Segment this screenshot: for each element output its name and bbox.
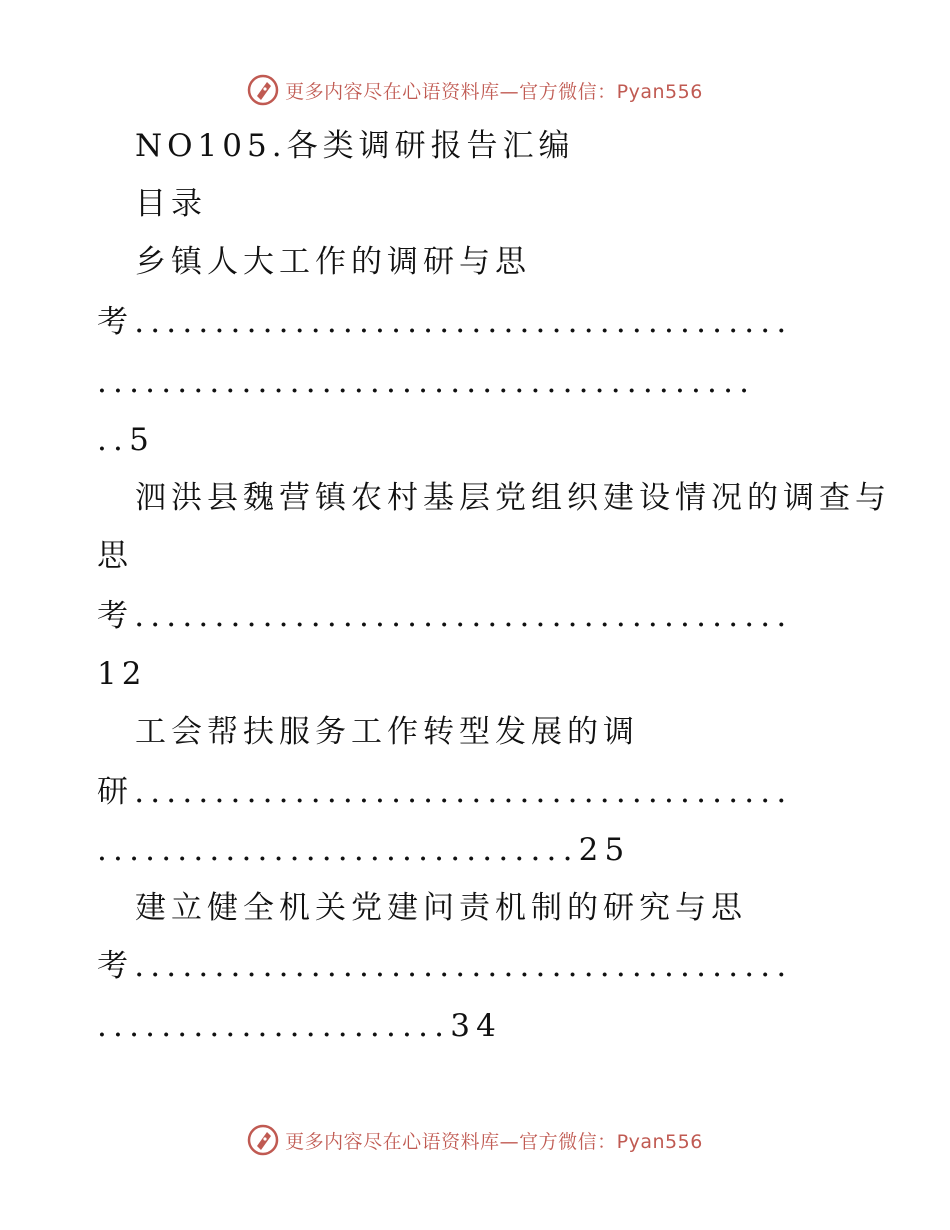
pen-nib-logo-icon <box>247 74 279 106</box>
toc-entry-3-title: 工会帮扶服务工作转型发展的调 <box>135 714 639 750</box>
toc-entry-4-leader: 考......................................... <box>97 948 793 984</box>
toc-entry-2-title: 泗洪县魏营镇农村基层党组织建设情况的调查与 <box>135 480 891 516</box>
toc-entry-2-leader: 考......................................... <box>97 598 793 634</box>
toc-entry-2-title-cont: 思 <box>97 538 133 574</box>
watermark-text: 更多内容尽在心语资料库—官方微信：Pyan556 <box>285 1130 703 1153</box>
watermark-banner-top <box>0 70 950 110</box>
toc-entry-3-page: ..............................25 <box>97 832 631 868</box>
toc-entry-1-page: ..5 <box>97 422 156 458</box>
toc-entry-2-page: 12 <box>97 656 147 692</box>
watermark-text: 更多内容尽在心语资料库—官方微信：Pyan556 <box>285 80 703 103</box>
document-title: NO105.各类调研报告汇编 <box>135 128 575 164</box>
pen-nib-logo-icon <box>247 1124 279 1156</box>
toc-entry-1-leader: 考......................................... <box>97 304 793 340</box>
watermark-banner-bottom <box>0 1120 950 1160</box>
toc-entry-3-leader: 研......................................... <box>97 774 793 810</box>
toc-entry-4-title: 建立健全机关党建问责机制的研究与思 <box>135 890 747 926</box>
toc-entry-4-page: ......................34 <box>97 1008 503 1044</box>
toc-heading: 目录 <box>135 186 207 222</box>
toc-entry-1-title: 乡镇人大工作的调研与思 <box>135 244 531 280</box>
toc-entry-1-leader-cont: ......................................... <box>97 364 756 400</box>
